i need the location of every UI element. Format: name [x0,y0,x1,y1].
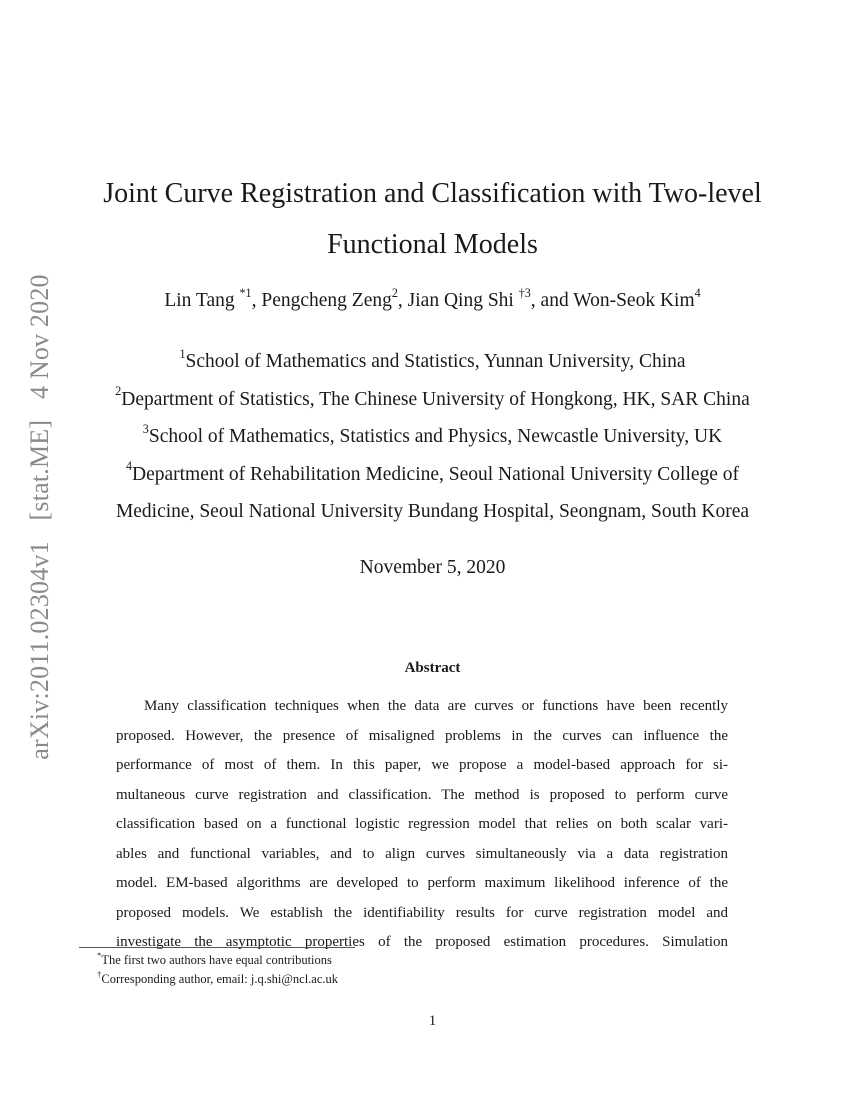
author: Lin Tang $^{*1}$, [164,285,262,311]
abstract-line: model. EM-based algorithms are developed to perform maximum likelihood inference of the [116,875,728,891]
footnote: †Corresponding author, email: j.q.shi@ncl.ac.uk [97,968,339,986]
footnote-divider [79,947,355,948]
affiliation: $^1$School of Mathematics and Statistics, Yunnan University, China [179,346,686,372]
abstract-heading: Abstract [404,660,461,676]
abstract-line: proposed models. We establish the identifiability results for curve registration model and [116,904,728,921]
paper-title [60,168,805,270]
author: Won-Seok Kim$^4$ [573,285,701,311]
abstract-line: performance of most of them. In this paper, we propose a model-based approach for si- [116,757,728,773]
arxiv-category: [stat.ME] [25,419,54,521]
author: Pengcheng Zeng$^2$, [261,285,408,311]
title-line-1: Joint Curve Registration and Classification with Two-level [103,178,762,209]
abstract-line: proposed. However, the presence of misaligned problems in the curves can influence the [116,727,728,744]
abstract-line: ables and functional variables, and to align curves simultaneously via a data registration [116,845,728,862]
paper-date: November 5, 2020 [359,557,506,578]
page-number: 1 [428,1013,437,1029]
affiliation: $^4$Department of Rehabilitation Medicine, Seoul National University College of [125,459,740,485]
title-line-2: Functional Models [327,229,538,260]
footnote: *The first two authors have equal contributions [97,949,332,967]
affiliation: $^2$Department of Statistics, The Chinese University of Hongkong, HK, SAR China [115,384,750,410]
affiliation-continued: Medicine, Seoul National University Bundang Hospital, Seongnam, South Korea [115,501,750,522]
abstract-line: multaneous curve registration and classification. The method is proposed to perform curve [116,786,728,803]
affiliations [60,343,805,531]
author-list [60,285,805,312]
author: Jian Qing Shi $^{\dagger 3}$, and [407,285,574,311]
abstract-body [116,692,728,958]
footnotes [97,951,338,989]
affiliation: $^3$School of Mathematics, Statistics and Physics, Newcastle University, UK [142,421,723,447]
abstract-line: classification based on a functional logistic regression model that relies on both scalar vari- [116,816,728,832]
arxiv-date: 4 Nov 2020 [25,274,54,400]
abstract-line: investigate the asymptotic properties of the proposed estimation procedures. Simulation [116,934,728,950]
arxiv-id: arXiv:2011.02304v1 [25,541,54,760]
abstract-line: Many classification techniques when the data are curves or functions have been recently [144,698,728,714]
arxiv-stamp [25,260,55,759]
